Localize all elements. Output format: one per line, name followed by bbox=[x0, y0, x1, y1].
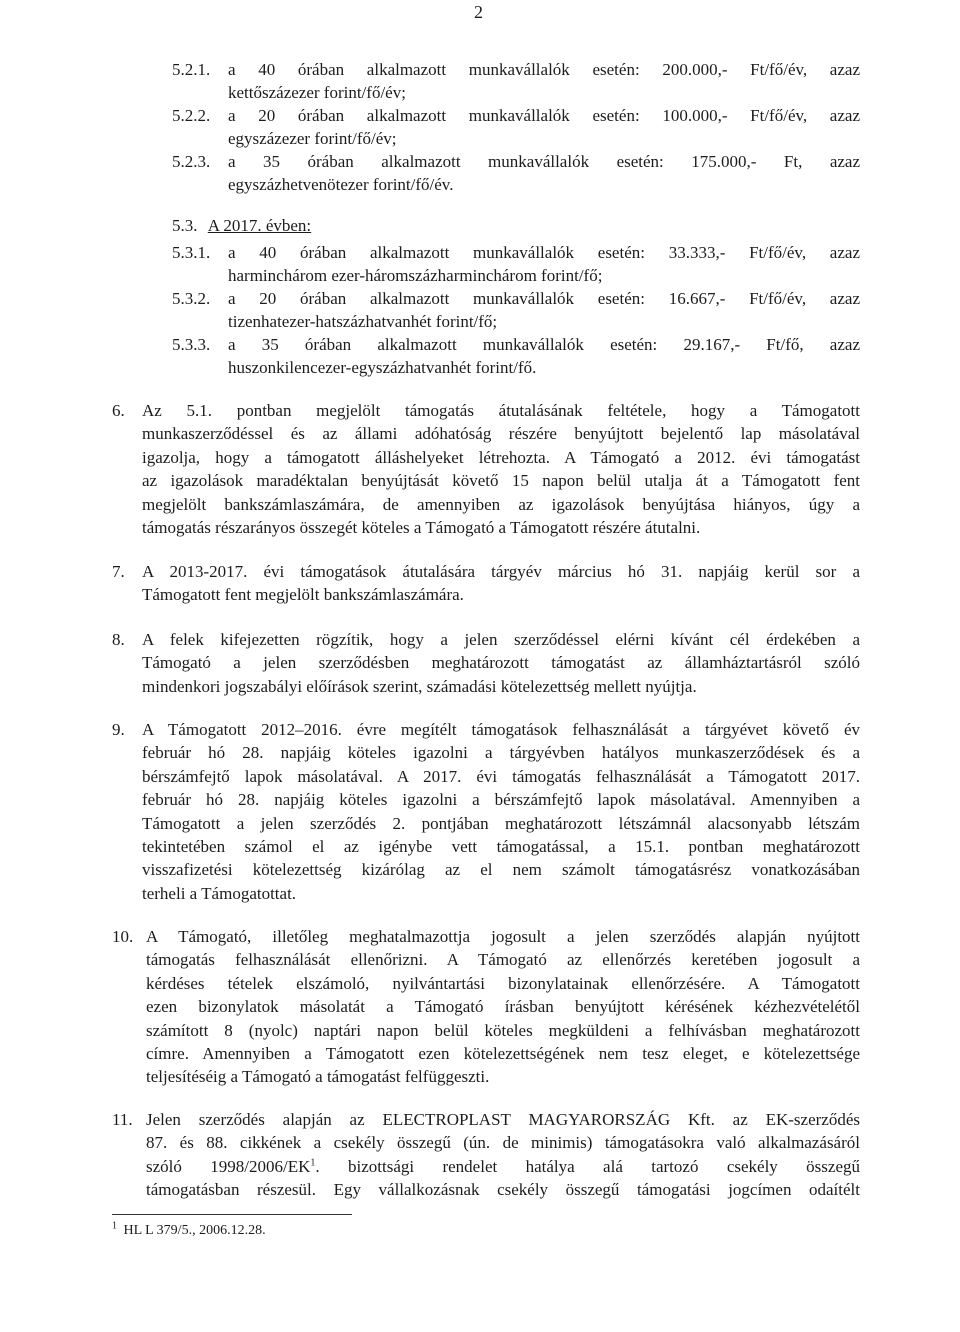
point-number: 8. bbox=[112, 630, 125, 649]
point-line: visszafizetési kötelezettség kizárólag az el nem számolt támogatásrész vonatkozásában bbox=[142, 860, 860, 880]
point-11 bbox=[112, 1108, 860, 1202]
point-number: 10. bbox=[112, 927, 134, 946]
item-line: harminchárom ezer-háromszázharminchárom forint/fő; bbox=[228, 266, 603, 286]
point-number: 9. bbox=[112, 720, 125, 739]
item-5-3-3 bbox=[172, 333, 860, 380]
point-10 bbox=[112, 925, 860, 1089]
point-line: az igazolások maradéktalan benyújtását követő 15 napon belül utalja át a Támogatott fent bbox=[142, 471, 860, 491]
point-line: 87. és 88. cikkének a csekély összegű (ún. de minimis) támogatásokra való alkalmazásáról bbox=[146, 1133, 860, 1153]
point-line: Támogatott fent megjelölt bankszámlaszámára. bbox=[142, 585, 464, 605]
regulation-text-cont: . bizottsági rendelet hatálya alá tartozó csekély összegű bbox=[315, 1156, 860, 1176]
item-line: egyszázezer forint/fő/év; bbox=[228, 129, 397, 149]
item-line: kettőszázezer forint/fő/év; bbox=[228, 83, 406, 103]
item-number: 5.3.1. bbox=[172, 243, 211, 262]
section-title: A 2017. évben: bbox=[207, 216, 312, 235]
item-line: a 20 órában alkalmazott munkavállalók esetén: 16.667,- Ft/fő/év, azaz bbox=[228, 289, 860, 308]
item-number: 5.2.1. bbox=[172, 60, 211, 79]
footnote-separator bbox=[112, 1214, 352, 1215]
footnote bbox=[112, 1222, 266, 1240]
item-line: tizenhatezer-hatszázhatvanhét forint/fő; bbox=[228, 312, 498, 332]
item-line: egyszázhetvenötezer forint/fő/év. bbox=[228, 175, 454, 195]
point-line: Támogató a jelen szerződésben meghatározott támogatást az államháztartásról szóló bbox=[142, 653, 860, 673]
item-line: a 35 órában alkalmazott munkavállalók esetén: 29.167,- Ft/fő, azaz bbox=[228, 335, 860, 354]
item-line: a 20 órában alkalmazott munkavállalók esetén: 100.000,- Ft/fő/év, azaz bbox=[228, 106, 860, 125]
item-line: a 35 órában alkalmazott munkavállalók esetén: 175.000,- Ft, azaz bbox=[228, 152, 860, 171]
item-5-2-2 bbox=[172, 104, 860, 151]
point-line: A felek kifejezetten rögzítik, hogy a jelen szerződéssel elérni kívánt cél érdekében a bbox=[142, 630, 860, 649]
footnote-mark: 1 bbox=[112, 1220, 117, 1232]
point-line: február hó 28. napjáig köteles igazolni a tárgyévben hatályos munkaszerződések és a bbox=[142, 743, 860, 763]
point-line: Támogatott a jelen szerződés 2. pontjában meghatározott létszámnál alacsonyabb létszám bbox=[142, 813, 860, 833]
point-line: támogatás részarányos összegét köteles a Támogató a Támogatott részére átutalni. bbox=[142, 518, 701, 538]
footnote-text: HL L 379/5., 2006.12.28. bbox=[123, 1223, 266, 1238]
item-5-2-1 bbox=[172, 58, 860, 105]
section-number: 5.3. bbox=[172, 216, 198, 235]
page-number: 2 bbox=[474, 2, 483, 22]
point-number: 11. bbox=[112, 1110, 133, 1129]
point-line bbox=[146, 1155, 860, 1178]
footnote-reference: 1 bbox=[310, 1157, 316, 1169]
point-line: címre. Amennyiben a Támogatott ezen kötelezettségének nem tesz eleget, e kötelezettsége bbox=[146, 1044, 860, 1064]
item-line: a 40 órában alkalmazott munkavállalók esetén: 200.000,- Ft/fő/év, azaz bbox=[228, 60, 860, 79]
point-line: Az 5.1. pontban megjelölt támogatás átutalásának feltétele, hogy a Támogatott bbox=[142, 401, 860, 420]
point-line: teljesítéséig a Támogató a támogatást felfüggeszti. bbox=[146, 1067, 490, 1087]
point-line: Jelen szerződés alapján az ELECTROPLAST MAGYARORSZÁG Kft. az EK-szerződés bbox=[146, 1110, 860, 1129]
point-line: A Támogató, illetőleg meghatalmazottja jogosult a jelen szerződés alapján nyújtott bbox=[146, 927, 860, 946]
point-line: mindenkori jogszabályi előírások szerint, számadási kötelezettség mellett nyújtja. bbox=[142, 676, 697, 696]
regulation-text: szóló 1998/2006/EK bbox=[146, 1156, 311, 1176]
point-line: támogatás felhasználását ellenőrizni. A Támogató az ellenőrzés keretében jogosult a bbox=[146, 950, 860, 970]
point-line: terheli a Támogatottat. bbox=[142, 883, 297, 903]
point-line: számított 8 (nyolc) naptári napon belül köteles megküldeni a felhívásban meghatározott bbox=[146, 1020, 860, 1040]
point-line: február hó 28. napjáig köteles igazolni a bérszámfejtő lapok másolatával. Amennyiben a bbox=[142, 790, 860, 810]
point-line: tekintetében számol el az igénybe vett támogatással, a 15.1. pontban meghatározott bbox=[142, 837, 860, 857]
point-number: 7. bbox=[112, 562, 125, 581]
item-line: huszonkilencezer-egyszázhatvanhét forint/fő. bbox=[228, 358, 537, 378]
point-6 bbox=[112, 399, 860, 539]
item-number: 5.2.2. bbox=[172, 106, 211, 125]
point-line: ezen bizonylatok másolatát a Támogató írásban benyújtott kérésének kézhezvételétől bbox=[146, 997, 860, 1017]
item-5-3-1 bbox=[172, 241, 860, 288]
point-8 bbox=[112, 628, 860, 698]
point-line: A Támogatott 2012–2016. évre megítélt támogatások felhasználását a tárgyévet követő év bbox=[142, 720, 860, 739]
point-number: 6. bbox=[112, 401, 125, 420]
item-number: 5.3.2. bbox=[172, 289, 211, 308]
point-line: munkaszerződéssel és az állami adóhatóság részére benyújtott bejelentő lap másolatával bbox=[142, 424, 860, 444]
item-number: 5.3.3. bbox=[172, 335, 211, 354]
item-line: a 40 órában alkalmazott munkavállalók esetén: 33.333,- Ft/fő/év, azaz bbox=[228, 243, 860, 262]
section-5-3-heading bbox=[172, 214, 311, 237]
point-line: bérszámfejtő lapok másolatával. A 2017. évi támogatás felhasználását a Támogatott 2017. bbox=[142, 766, 860, 786]
point-line: kérdéses tételek elszámoló, nyilvántartási bizonylatainak ellenőrzésére. A Támogatott bbox=[146, 973, 860, 993]
point-line: megjelölt bankszámlaszámára, de amennyiben az igazolások benyújtása hiányos, úgy a bbox=[142, 494, 860, 514]
item-number: 5.2.3. bbox=[172, 152, 211, 171]
point-9 bbox=[112, 718, 860, 905]
point-line: igazolja, hogy a támogatott álláshelyeket létrehozta. A Támogató a 2012. évi támogatást bbox=[142, 447, 860, 467]
point-line: támogatásban részesül. Egy vállalkozásnak csekély összegű támogatási jogcímen odaítélt bbox=[146, 1180, 860, 1200]
point-7 bbox=[112, 560, 860, 607]
item-5-2-3 bbox=[172, 150, 860, 197]
item-5-3-2 bbox=[172, 287, 860, 334]
point-line: A 2013-2017. évi támogatások átutalására tárgyév március hó 31. napjáig kerül sor a bbox=[142, 562, 860, 581]
